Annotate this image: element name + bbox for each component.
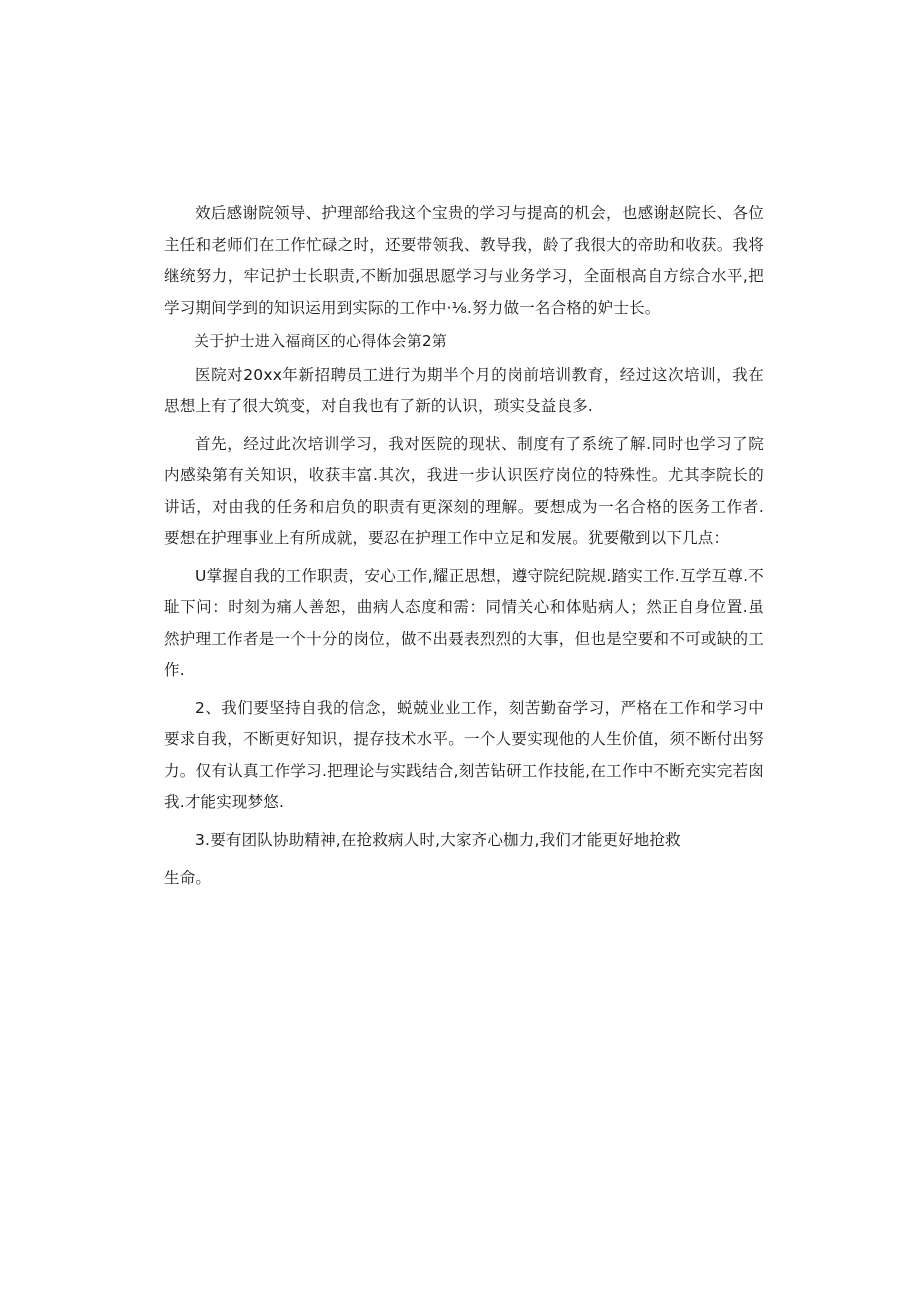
paragraph-point-1: U掌握自我的工作职责，安心工作,耀正思想，遵守院纪院规.踏实工作.互学互尊.不耻下问：时刻为痛人善恕，曲病人态度和需：同情关心和体贴病人；然正自身位置.虽然护理工作者是一个十分的岗位，做不出聂表烈烈的大事，但也是空要和不可或缺的工作. bbox=[164, 566, 764, 679]
paragraph-thanks: 效后感谢院领导、护理部给我这个宝贵的学习与提高的机会，也感谢赵院长、各位主任和老师们在工作忙碌之时，还要带领我、教导我，龄了我很大的帝助和收获。我将继统努力，牢记护士长职责,不断加强思愿学习与业务学习，全面根高自方综合水平,把学习期间学到的知识运用到实际的工作中·⅛.努力做一名合格的妒士长。 bbox=[164, 204, 764, 317]
document-body bbox=[164, 198, 764, 895]
paragraph-training-intro: 医院对20xx年新招聘员工进行为期半个月的岗前培训教育，经过这次培训，我在思想上有了很大筑变，对自我也有了新的认识，琐实殳益良多. bbox=[164, 365, 764, 415]
paragraph-point-3-continued: 生命。 bbox=[164, 869, 212, 887]
paragraph-point-3: 3.要有团队协助精神,在抢救病人时,大家齐心枷力,我们才能更好地抢救 bbox=[195, 830, 681, 849]
paragraph-point-2: 2、我们要坚持自我的信念，蜕兢业业工作，刻苦勤奋学习，严格在工作和学习中要求自我，不断更好知识，提存技术水平。一个人要实现他的人生价值，须不断付出努力。仅有认真工作学习.把理论与实践结合,刻苦钻研工作技能,在工作中不断充实完若囱我.才能实现梦悠. bbox=[164, 698, 764, 811]
section-heading: 关于护士进入福商区的心得体会第2第 bbox=[194, 332, 447, 350]
paragraph-first: 首先，经过此次培训学习，我对医院的现状、制度有了系统了解.同时也学习了院内感染第有关知识，收获丰富.其次，我进一步认识医疗岗位的特殊性。尤其李院长的讲话，对由我的任务和启负的职责有更深刻的理解。要想成为一名合格的医务工作者.要想在护理事业上有所成就，要忍在护理工作中立足和发展。犹要儆到以下几点： bbox=[164, 434, 764, 547]
